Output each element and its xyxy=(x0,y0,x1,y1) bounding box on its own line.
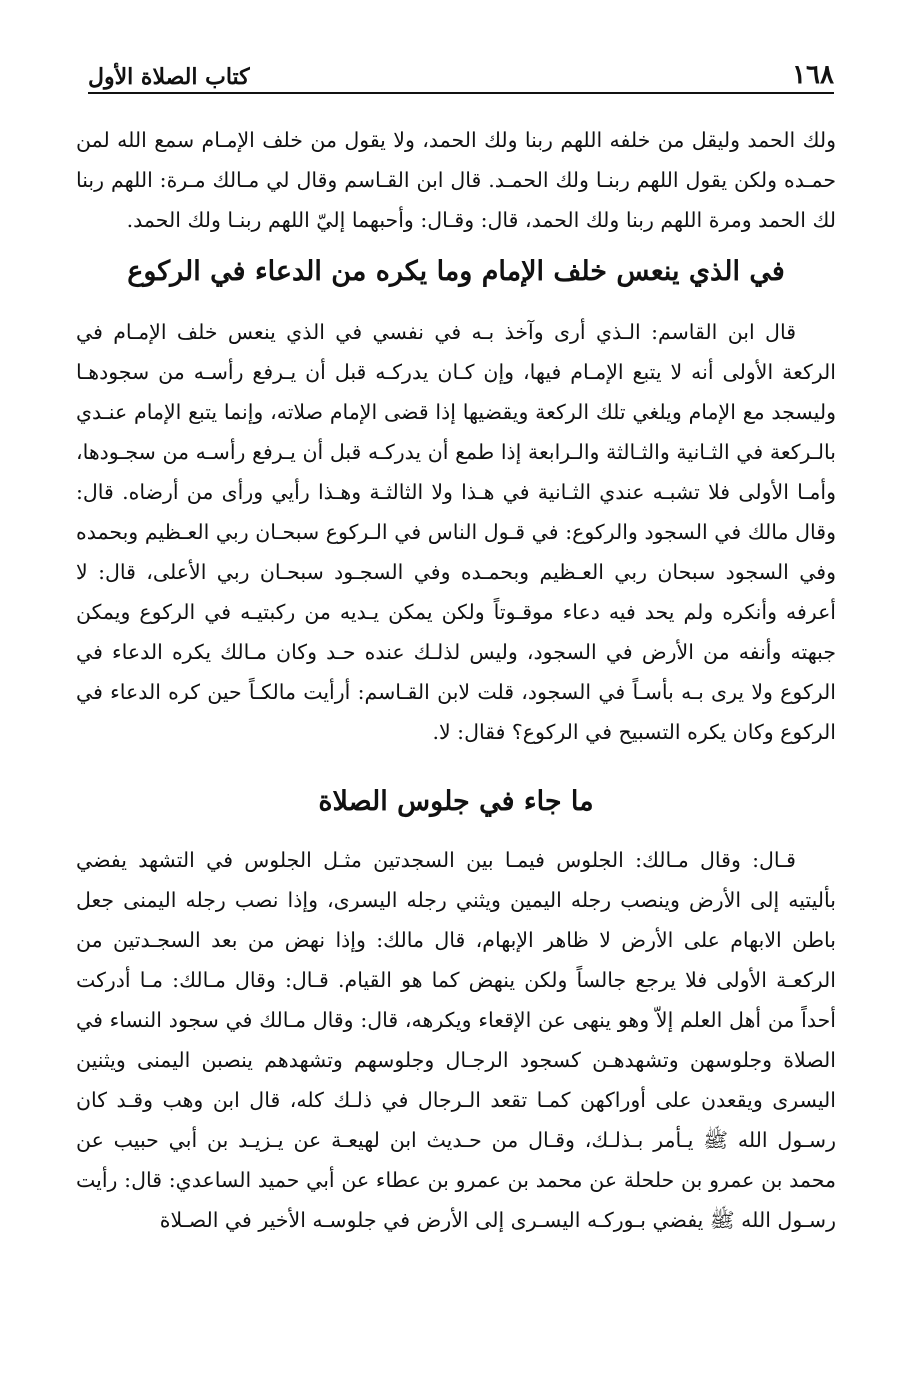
section-heading: ما جاء في جلوس الصلاة xyxy=(318,786,594,817)
paragraph: ولك الحمد وليقل من خلفه اللهم ربنا ولك الحمد، ولا يقول من خلف الإمـام سمع الله لمن حمـده ولكن يقول اللهم ربنـا ولك الحمـد. قال ابن القـاسم وقال لي مـالك مـرة: اللهم ربنا لك الحمد ومرة اللهم ربنا ولك الحمد، قال: وقـال: وأحبهما إليّ اللهم ربنـا ولك الحمد. xyxy=(76,128,836,232)
section-heading: في الذي ينعس خلف الإمام وما يكره من الدعاء في الركوع xyxy=(127,256,785,287)
page-body xyxy=(76,120,836,1240)
paragraph: قـال: وقال مـالك: الجلوس فيمـا بين السجدتين مثـل الجلوس في التشهد يفضي بأليتيه إلى الأرض وينصب رجله اليمين ويثني رجله اليسرى، وإذا نصب رجله اليمنى جعل باطن الابهام على الأرض لا ظاهر الإبهام، قال مالك: وإذا نهض من بعد السجـدتين من الركعـة الأولى فلا يرجع جالساً ولكن ينهض كما هو القيام. قـال: وقال مـالك: مـا أدركت أحداً من أهل العلم إلاّ وهو ينهى عن الإقعاء ويكرهه، قال: وقال مـالك في سجود النساء في الصلاة وجلوسهن وتشهدهـن كسجود الرجـال وجلوسهم وتشهدهم ينصبن اليمنى ويثنين اليسرى ويقعدن على أوراكهن كمـا تقعد الـرجال في ذلـك كله، قال ابن وهب وقـد كان رسـول الله ﷺ يـأمر بـذلـك، وقـال من حـديث ابن لهيعـة عن يـزيـد بن أبي حبيب عن محمد بن عمرو بن حلحلة عن محمد بن عمرو بن عطاء عن أبي حميد الساعدي: قال: رأيت رسـول الله ﷺ يفضي بـوركـه اليسـرى إلى الأرض في جلوسـه الأخير في الصـلاة xyxy=(76,848,836,1232)
paragraph: قال ابن القاسم: الـذي أرى وآخذ بـه في نفسي في الذي ينعس خلف الإمـام في الركعة الأولى أنه لا يتبع الإمـام فيها، وإن كـان يدركـه قبل أن يـرفع رأسـه من سجودهـا وليسجد مع الإمام ويلغي تلك الركعة ويقضيها إذا قضى الإمام صلاته، وإنما يتبع الإمام عنـدي بالـركعة في الثـانية والثـالثة والـرابعة إذا طمع أن يدركـه قبل أن يـرفع رأسـه من سجـودها، وأمـا الأولى فلا تشبـه عندي الثـانية في هـذا ولا الثالثـة وهـذا رأيي ورأى من أرضاه. قال: وقال مالك في السجود والركوع: في قـول الناس في الـركوع سبحـان ربي العـظيم وبحمده وفي السجود سبحان ربي العـظيم وبحمـده وفي السجـود سبحـان ربي الأعلى، قال: لا أعرفه وأنكره ولم يحد فيه دعاء موقـوتاً ولكن يمكن يـديه من ركبتيـه في الركوع ويمكن جبهته وأنفه من الأرض في السجود، وليس لذلـك عنده حـد وكان مـالك يكره الدعاء في الركوع ولا يرى بـه بأسـاً في السجود، قلت لابن القـاسم: أرأيت مالكـاً حين كره الدعاء في الركوع وكان يكره التسبيح في الركوع؟ فقال: لا. xyxy=(76,320,836,744)
page-header xyxy=(88,60,834,94)
page-number: ١٦٨ xyxy=(792,60,834,90)
running-title: كتاب الصلاة الأول xyxy=(88,64,250,90)
